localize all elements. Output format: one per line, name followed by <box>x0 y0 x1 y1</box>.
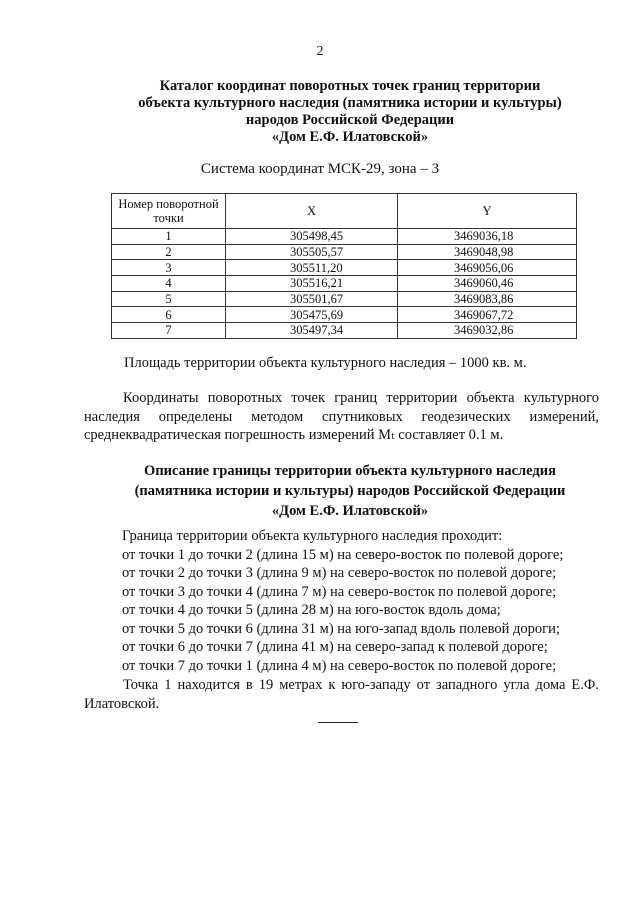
y-value: 3469048,98 <box>398 244 577 260</box>
boundary-line: от точки 1 до точки 2 (длина 15 м) на северо-восток по полевой дороге; <box>122 546 564 563</box>
page-number: 2 <box>316 44 324 59</box>
x-value: 305501,67 <box>226 291 398 307</box>
point-number: 3 <box>112 260 226 276</box>
point-number: 2 <box>112 244 226 260</box>
header-y: Y <box>398 194 577 229</box>
y-value: 3469056,06 <box>398 260 577 276</box>
catalog-title <box>40 78 640 146</box>
x-value: 305498,45 <box>226 229 398 245</box>
table-row <box>112 291 577 307</box>
description-title <box>40 461 640 521</box>
description-title-line: «Дом Е.Ф. Илатовской» <box>271 503 429 519</box>
x-value: 305516,21 <box>226 276 398 292</box>
boundary-line: от точки 3 до точки 4 (длина 7 м) на северо-восток по полевой дороге; <box>122 583 557 600</box>
table-row <box>112 323 577 339</box>
x-value: 305475,69 <box>226 307 398 323</box>
header-point: Номер поворотной точки <box>112 194 226 229</box>
header-x: X <box>226 194 398 229</box>
y-value: 3469036,18 <box>398 229 577 245</box>
boundary-line: от точки 2 до точки 3 (длина 9 м) на северо-восток по полевой дороге; <box>122 565 557 581</box>
boundary-line: от точки 7 до точки 1 (длина 4 м) на северо-восток по полевой дороге; <box>122 657 557 674</box>
method-text: Координаты поворотных точек границ территории объекта культурного наследия определены методом спутниковых геодезических измерений, среднеквадратическая погрешность измерений Mₜ составляет 0.1 м. <box>84 390 599 443</box>
x-value: 305505,57 <box>226 244 398 260</box>
table-row <box>112 276 577 292</box>
coordinates-table <box>111 193 577 339</box>
catalog-title-line: объекта культурного наследия (памятника истории и культуры) <box>138 95 562 111</box>
catalog-title-line: «Дом Е.Ф. Илатовской» <box>271 129 429 145</box>
boundary-line: от точки 5 до точки 6 (длина 31 м) на юго-запад вдоль полевой дороги; <box>122 620 560 637</box>
end-divider <box>318 722 358 723</box>
catalog-title-line: Каталог координат поворотных точек границ территории <box>159 78 541 94</box>
boundary-line: от точки 6 до точки 7 (длина 41 м) на северо-запад к полевой дороге; <box>122 639 548 655</box>
y-value: 3469083,86 <box>398 291 577 307</box>
y-value: 3469032,86 <box>398 323 577 339</box>
description-title-line: (памятника истории и культуры) народов Российской Федерации <box>134 483 566 499</box>
description-title-line: Описание границы территории объекта культурного наследия <box>144 463 556 479</box>
table-row <box>112 229 577 245</box>
y-value: 3469060,46 <box>398 276 577 292</box>
point-number: 5 <box>112 291 226 307</box>
catalog-title-line: народов Российской Федерации <box>245 112 455 128</box>
point-number: 7 <box>112 323 226 339</box>
point-number: 1 <box>112 229 226 245</box>
x-value: 305511,20 <box>226 260 398 276</box>
table-header-row <box>112 194 577 229</box>
boundary-line: от точки 4 до точки 5 (длина 28 м) на юго-восток вдоль дома; <box>122 602 501 618</box>
table-row <box>112 307 577 323</box>
coordinate-system: Система координат МСК-29, зона – 3 <box>200 161 440 177</box>
y-value: 3469067,72 <box>398 307 577 323</box>
point-number: 4 <box>112 276 226 292</box>
table-row <box>112 260 577 276</box>
table-row <box>112 244 577 260</box>
x-value: 305497,34 <box>226 323 398 339</box>
point-number: 6 <box>112 307 226 323</box>
boundary-intro: Граница территории объекта культурного наследия проходит: <box>122 528 503 544</box>
point-note: Точка 1 находится в 19 метрах к юго-западу от западного угла дома Е.Ф. Илатовской. <box>84 677 599 712</box>
boundary-description <box>122 527 602 675</box>
area-text: Площадь территории объекта культурного наследия – 1000 кв. м. <box>124 355 527 371</box>
